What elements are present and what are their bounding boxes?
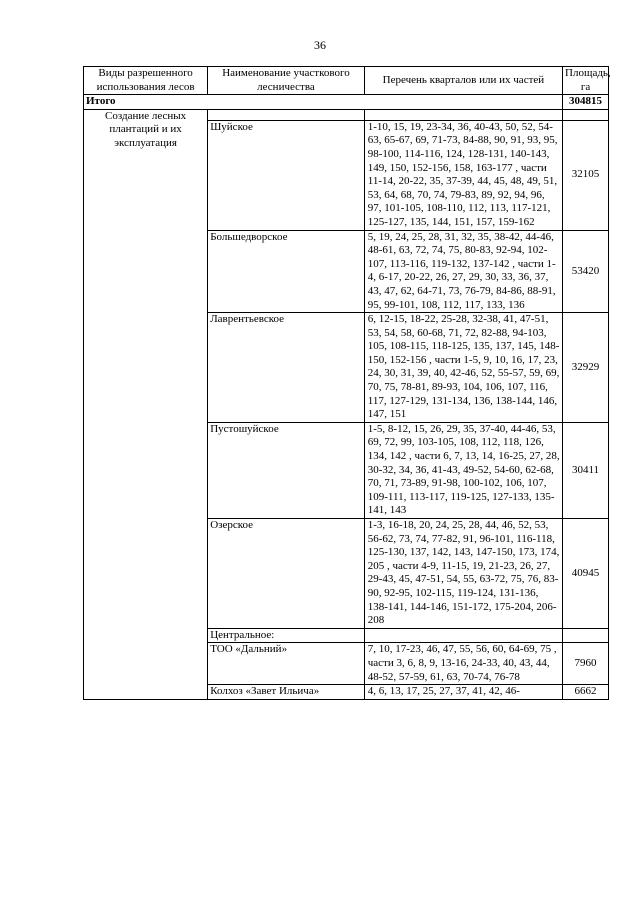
- area-value: 40945: [563, 519, 609, 629]
- forestry-name: Колхоз «Завет Ильича»: [208, 685, 365, 700]
- forestry-name: Лаврентьевское: [208, 313, 365, 423]
- quarters-list: 6, 12-15, 18-22, 25-28, 32-38, 41, 47-51, 53, 54, 58, 60-68, 71, 72, 82-88, 94-103, 105, 108-115, 118-125, 135, 137, 145, 148-150, 152-156 , части 1-5, 9, 10, 16, 17, 23, 24, 30, 31, 39, 40, 42-46, 52, 55-57, 59, 69, 70, 75, 78-81, 89-93, 104, 106, 107, 116, 117, 127-129, 131-134, 136, 138-144, 146, 147, 151: [364, 313, 562, 423]
- area-value: [563, 628, 609, 643]
- spacer-row: [84, 109, 609, 120]
- forestry-name: Шуйское: [208, 120, 365, 230]
- empty-cell: [563, 109, 609, 120]
- quarters-list: [364, 628, 562, 643]
- forestry-name: ТОО «Дальний»: [208, 643, 365, 685]
- page-number: 36: [314, 38, 326, 52]
- empty-cell: [208, 109, 365, 120]
- header-forestry: Наименование участкового лесничества: [208, 67, 365, 95]
- header-use-type: Виды разрешенного использования лесов: [84, 67, 208, 95]
- quarters-list: 1-5, 8-12, 15, 26, 29, 35, 37-40, 44-46, 53, 69, 72, 99, 103-105, 108, 112, 118, 126, 134, 142 , части 6, 7, 13, 14, 16-25, 27, 28, 30-32, 34, 36, 41-43, 49-52, 54-60, 62-68, 70, 71, 73-89, 91-98, 100-102, 106, 107, 109-111, 113-117, 119-125, 127-133, 135-141, 143: [364, 422, 562, 518]
- forestry-name: Большедворское: [208, 230, 365, 313]
- quarters-list: 1-3, 16-18, 20, 24, 25, 28, 44, 46, 52, 53, 56-62, 73, 74, 77-82, 91, 96-101, 116-118, 125-130, 137, 142, 143, 147-150, 173, 174, 205 , части 4-9, 11-15, 19, 21-23, 26, 27, 29-43, 45, 47-51, 54, 55, 63-72, 75, 76, 83-90, 92-95, 102-115, 119-124, 131-136, 138-141, 144-146, 151-172, 175-204, 206-208: [364, 519, 562, 629]
- header-area: Площадь, га: [563, 67, 609, 95]
- area-value: 30411: [563, 422, 609, 518]
- area-value: 6662: [563, 685, 609, 700]
- forestry-name: Пустошуйское: [208, 422, 365, 518]
- area-value: 32929: [563, 313, 609, 423]
- forest-use-table: [83, 66, 609, 700]
- area-value: 53420: [563, 230, 609, 313]
- total-row: [84, 95, 609, 110]
- empty-cell: [364, 109, 562, 120]
- total-area: 304815: [563, 95, 609, 110]
- forestry-name: Центральное:: [208, 628, 365, 643]
- quarters-list: 1-10, 15, 19, 23-34, 36, 40-43, 50, 52, 54-63, 65-67, 69, 71-73, 84-88, 90, 91, 93, 95, 98-100, 114-116, 124, 128-131, 140-143, 149, 150, 152-156, 158, 163-177 , части 11-14, 20-22, 35, 37-39, 44, 45, 48, 49, 51, 53, 64, 68, 70, 74, 79-83, 89, 92, 94, 96, 97, 101-105, 108-110, 112, 113, 117-121, 125-127, 135, 144, 151, 157, 159-162: [364, 120, 562, 230]
- header-quarters: Перечень кварталов или их частей: [364, 67, 562, 95]
- forestry-name: Озерское: [208, 519, 365, 629]
- area-value: 7960: [563, 643, 609, 685]
- area-value: 32105: [563, 120, 609, 230]
- quarters-list: 4, 6, 13, 17, 25, 27, 37, 41, 42, 46-: [364, 685, 562, 700]
- total-label: Итого: [84, 95, 563, 110]
- use-type-cell: Создание лесных плантаций и их эксплуатация: [84, 109, 208, 699]
- table-header-row: [84, 67, 609, 95]
- quarters-list: 5, 19, 24, 25, 28, 31, 32, 35, 38-42, 44-46, 48-61, 63, 72, 74, 75, 80-83, 92-94, 102-107, 113-116, 119-132, 137-142 , части 1-4, 6-17, 20-22, 26, 27, 29, 30, 33, 36, 37, 43, 47, 62, 64-71, 73, 76-79, 84-86, 88-91, 95, 99-101, 108, 112, 117, 133, 136: [364, 230, 562, 313]
- quarters-list: 7, 10, 17-23, 46, 47, 55, 56, 60, 64-69, 75 , части 3, 6, 8, 9, 13-16, 24-33, 40, 43, 44, 48-52, 57-59, 61, 63, 70-74, 76-78: [364, 643, 562, 685]
